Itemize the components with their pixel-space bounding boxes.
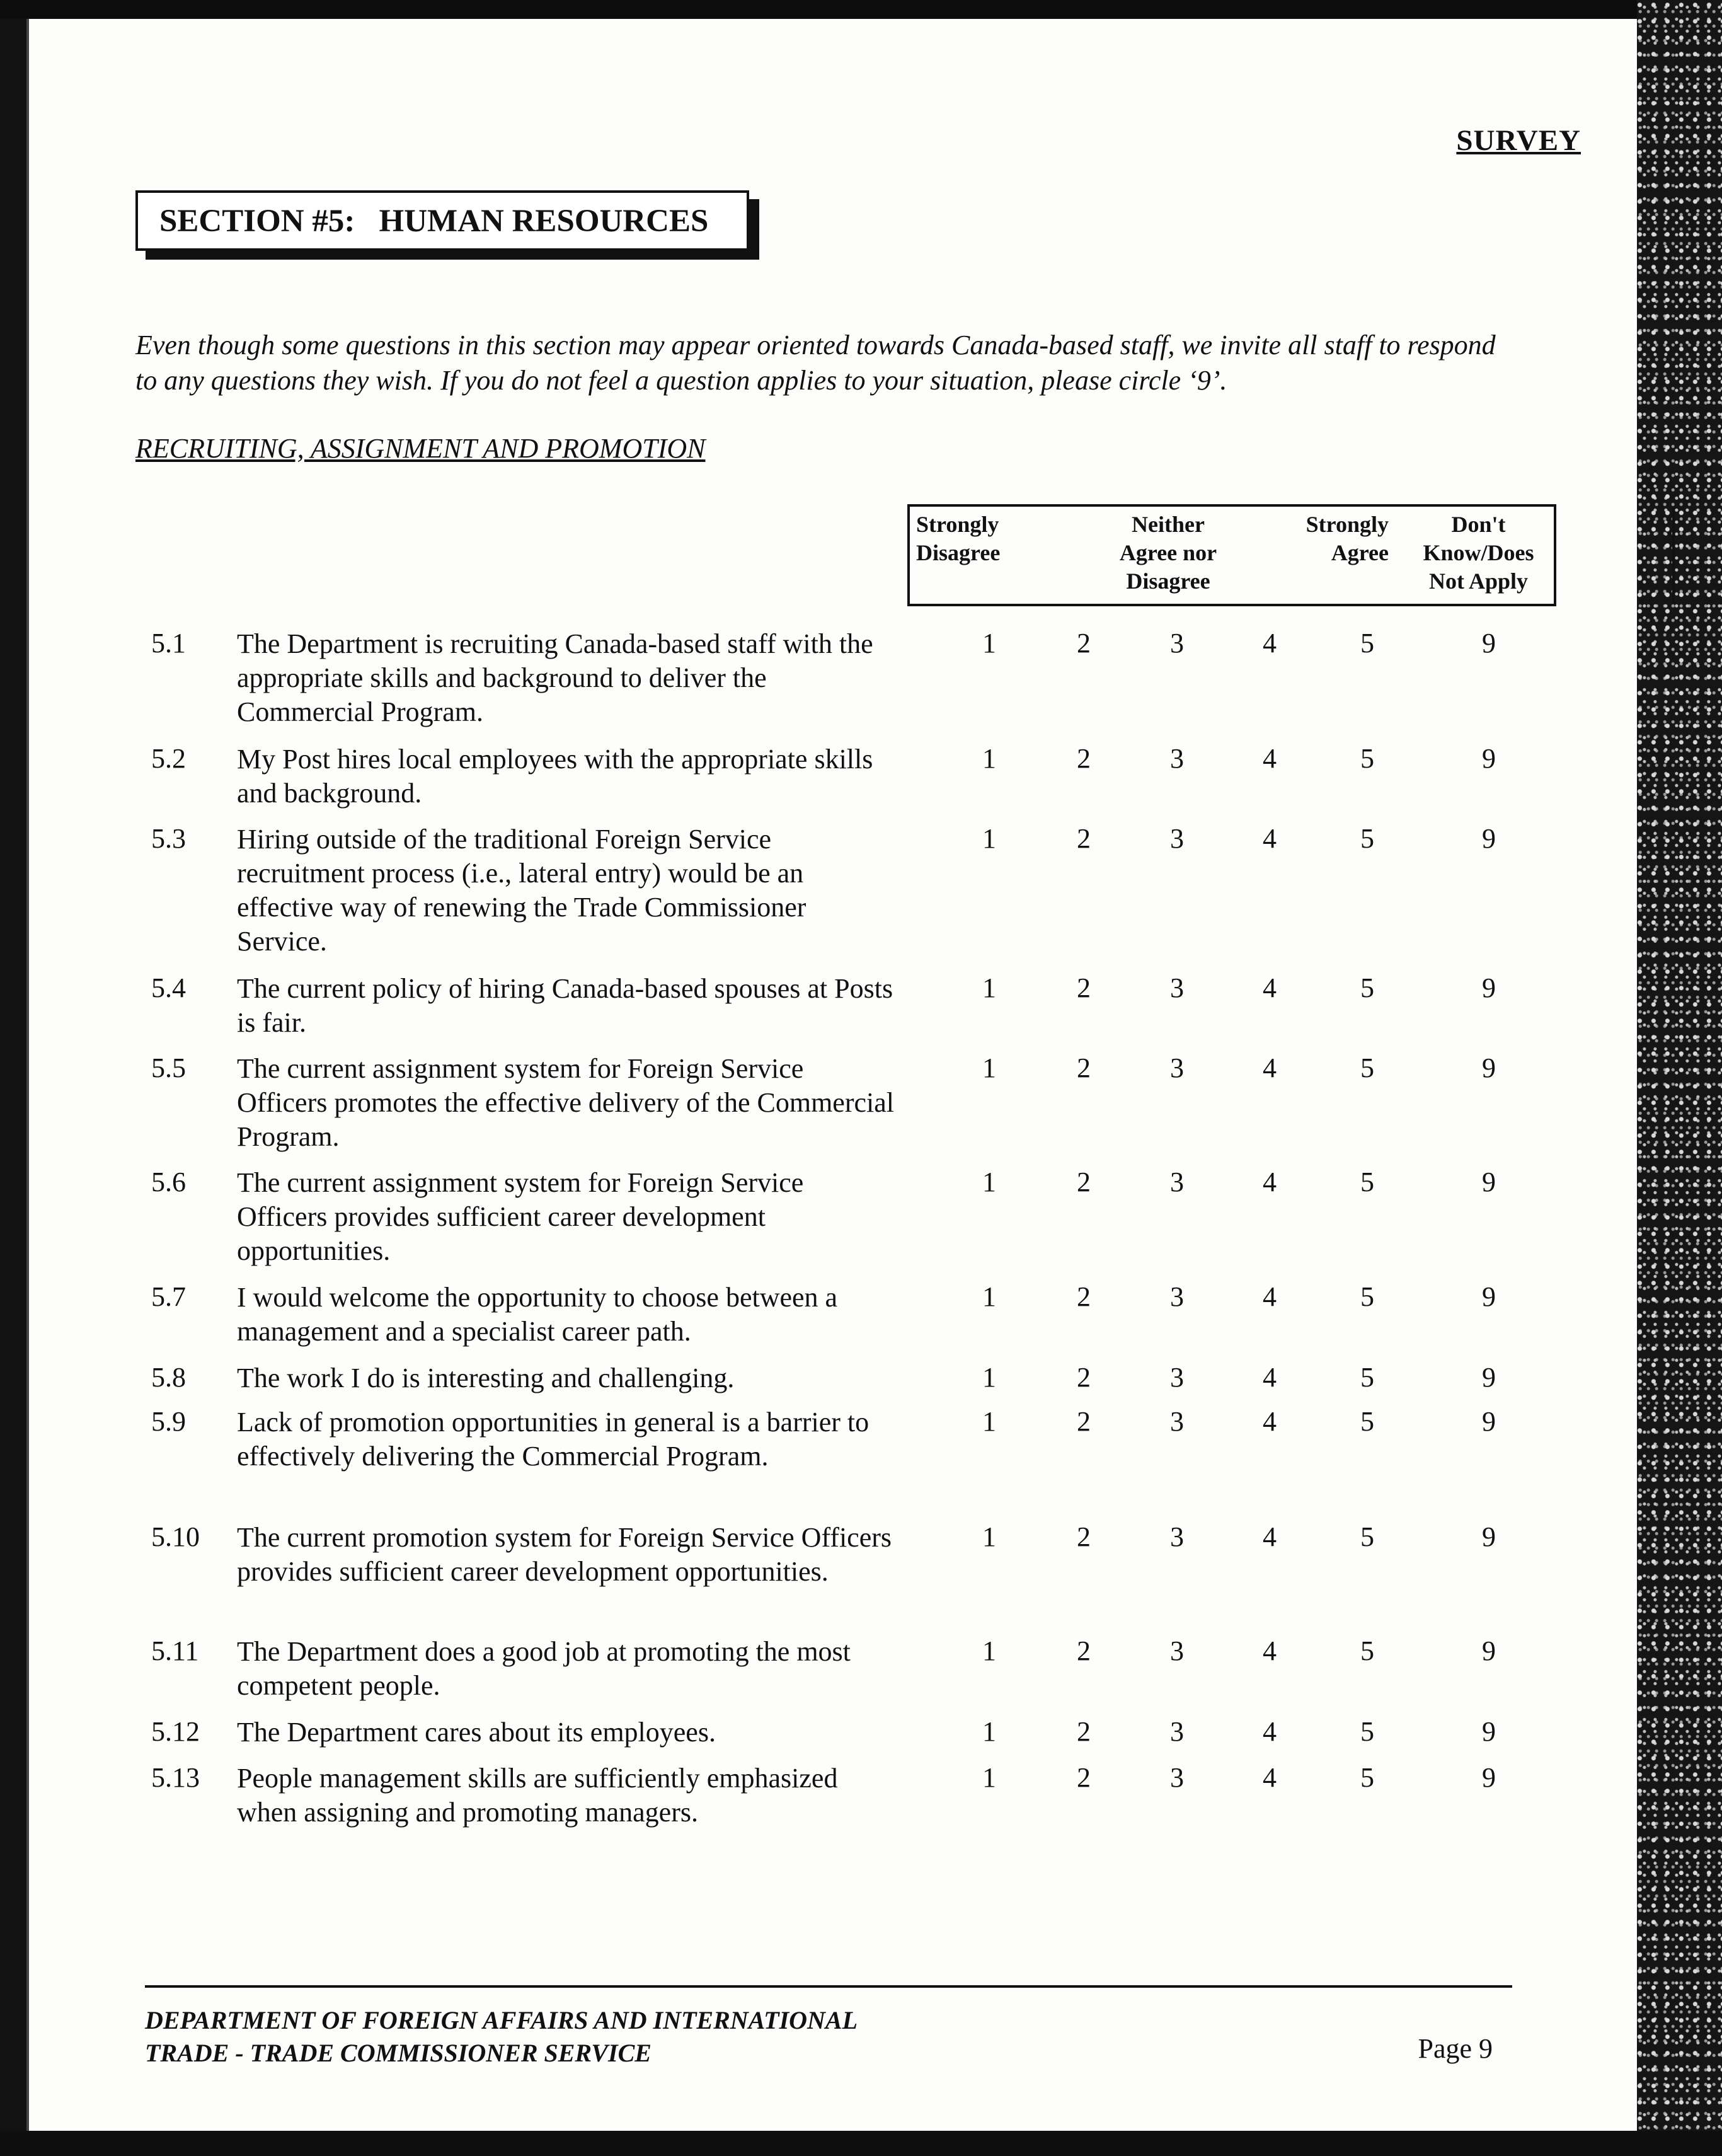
rating-scale-header xyxy=(907,504,1556,606)
rating-option-9[interactable]: 9 xyxy=(1482,1635,1496,1666)
rating-option-1[interactable]: 1 xyxy=(982,1362,996,1393)
scale-divider xyxy=(1672,507,1675,604)
rating-option-5[interactable]: 5 xyxy=(1360,1406,1374,1437)
rating-option-2[interactable]: 2 xyxy=(1077,1167,1091,1197)
rating-option-3[interactable]: 3 xyxy=(1170,823,1184,854)
rating-option-2[interactable]: 2 xyxy=(1077,1521,1091,1552)
rating-option-1[interactable]: 1 xyxy=(982,972,996,1003)
rating-option-9[interactable]: 9 xyxy=(1482,1406,1496,1437)
rating-option-9[interactable]: 9 xyxy=(1482,628,1496,659)
scan-border-top xyxy=(0,0,1722,19)
rating-option-2[interactable]: 2 xyxy=(1077,1635,1091,1666)
scan-border-right xyxy=(1637,0,1722,2156)
rating-option-1[interactable]: 1 xyxy=(982,823,996,854)
rating-option-4[interactable]: 4 xyxy=(1263,1716,1277,1747)
rating-option-9[interactable]: 9 xyxy=(1482,1052,1496,1083)
rating-option-4[interactable]: 4 xyxy=(1263,1406,1277,1437)
rating-option-9[interactable]: 9 xyxy=(1482,743,1496,774)
question-number: 5.10 xyxy=(151,1521,200,1552)
rating-option-9[interactable]: 9 xyxy=(1482,1521,1496,1552)
question-number: 5.13 xyxy=(151,1762,200,1793)
question-text: Hiring outside of the traditional Foreign Service recruitment process (i.e., lateral entry) would be an effective way of renewing the Trade Commissioner Service. xyxy=(237,824,806,957)
rating-option-5[interactable]: 5 xyxy=(1360,1635,1374,1666)
question-number: 5.8 xyxy=(151,1362,186,1393)
rating-option-2[interactable]: 2 xyxy=(1077,1406,1091,1437)
rating-option-5[interactable]: 5 xyxy=(1360,1052,1374,1083)
intro-paragraph: Even though some questions in this section may appear oriented towards Canada-based staff, we invite all staff to respond to any questions they wish. If you do not feel a question applies to your situation, please circle ‘9’. xyxy=(135,330,1496,396)
rating-option-4[interactable]: 4 xyxy=(1263,628,1277,659)
question-number: 5.11 xyxy=(151,1635,199,1666)
rating-option-3[interactable]: 3 xyxy=(1170,1762,1184,1793)
rating-option-3[interactable]: 3 xyxy=(1170,628,1184,659)
rating-option-3[interactable]: 3 xyxy=(1170,1406,1184,1437)
rating-option-5[interactable]: 5 xyxy=(1360,1521,1374,1552)
rating-option-2[interactable]: 2 xyxy=(1077,1281,1091,1312)
rating-option-2[interactable]: 2 xyxy=(1077,972,1091,1003)
rating-option-4[interactable]: 4 xyxy=(1263,1362,1277,1393)
rating-option-3[interactable]: 3 xyxy=(1170,1052,1184,1083)
scale-strongly-agree: Strongly Agree xyxy=(1306,512,1389,565)
question-number: 5.2 xyxy=(151,743,186,774)
rating-option-1[interactable]: 1 xyxy=(982,1635,996,1666)
question-text: The Department is recruiting Canada-based staff with the appropriate skills and background to deliver the Commercial Program. xyxy=(237,628,873,727)
scan-border-bottom xyxy=(0,2131,1722,2156)
footer-department-line-2: TRADE - TRADE COMMISSIONER SERVICE xyxy=(145,2039,651,2067)
rating-option-9[interactable]: 9 xyxy=(1482,823,1496,854)
rating-option-4[interactable]: 4 xyxy=(1263,1762,1277,1793)
scale-strongly-disagree: Strongly Disagree xyxy=(916,512,1001,565)
rating-option-1[interactable]: 1 xyxy=(982,1521,996,1552)
section-title-box xyxy=(135,190,749,251)
rating-option-3[interactable]: 3 xyxy=(1170,972,1184,1003)
rating-option-4[interactable]: 4 xyxy=(1263,1167,1277,1197)
page-number: Page 9 xyxy=(1418,2033,1493,2064)
rating-option-5[interactable]: 5 xyxy=(1360,1167,1374,1197)
rating-option-3[interactable]: 3 xyxy=(1170,1167,1184,1197)
question-text: I would welcome the opportunity to choose between a management and a specialist career path. xyxy=(237,1282,838,1347)
scan-border-left xyxy=(0,0,26,2156)
question-number: 5.12 xyxy=(151,1716,200,1747)
footer-department-line-1: DEPARTMENT OF FOREIGN AFFAIRS AND INTERNATIONAL xyxy=(145,2006,858,2034)
rating-option-2[interactable]: 2 xyxy=(1077,1762,1091,1793)
question-text: The work I do is interesting and challenging. xyxy=(237,1363,735,1393)
question-text: The current assignment system for Foreign Service Officers promotes the effective delivery of the Commercial Program. xyxy=(237,1053,894,1152)
rating-option-2[interactable]: 2 xyxy=(1077,1362,1091,1393)
rating-option-4[interactable]: 4 xyxy=(1263,823,1277,854)
rating-option-5[interactable]: 5 xyxy=(1360,972,1374,1003)
rating-option-3[interactable]: 3 xyxy=(1170,1281,1184,1312)
footer-department xyxy=(145,2004,858,2070)
question-number: 5.7 xyxy=(151,1281,186,1312)
rating-option-5[interactable]: 5 xyxy=(1360,1362,1374,1393)
scale-dont-know: Don't Know/Does Not Apply xyxy=(1423,512,1534,594)
rating-option-2[interactable]: 2 xyxy=(1077,823,1091,854)
question-number: 5.6 xyxy=(151,1167,186,1197)
rating-option-5[interactable]: 5 xyxy=(1360,823,1374,854)
rating-option-1[interactable]: 1 xyxy=(982,1052,996,1083)
rating-option-1[interactable]: 1 xyxy=(982,1281,996,1312)
rating-option-2[interactable]: 2 xyxy=(1077,1052,1091,1083)
rating-option-3[interactable]: 3 xyxy=(1170,743,1184,774)
survey-label: SURVEY xyxy=(1456,124,1581,157)
question-number: 5.9 xyxy=(151,1406,186,1437)
rating-option-4[interactable]: 4 xyxy=(1263,1635,1277,1666)
rating-option-4[interactable]: 4 xyxy=(1263,972,1277,1003)
rating-option-3[interactable]: 3 xyxy=(1170,1362,1184,1393)
rating-option-3[interactable]: 3 xyxy=(1170,1521,1184,1552)
question-text: The Department cares about its employees. xyxy=(237,1717,716,1748)
rating-option-2[interactable]: 2 xyxy=(1077,1716,1091,1747)
rating-option-2[interactable]: 2 xyxy=(1077,628,1091,659)
question-number: 5.5 xyxy=(151,1052,186,1083)
question-number: 5.1 xyxy=(151,628,186,659)
question-text: The current promotion system for Foreign Service Officers provides sufficient career development opportunities. xyxy=(237,1522,892,1587)
question-text: Lack of promotion opportunities in general is a barrier to effectively delivering the Commercial Program. xyxy=(237,1407,870,1472)
rating-option-5[interactable]: 5 xyxy=(1360,743,1374,774)
rating-option-9[interactable]: 9 xyxy=(1482,1762,1496,1793)
rating-option-5[interactable]: 5 xyxy=(1360,1281,1374,1312)
rating-option-5[interactable]: 5 xyxy=(1360,1762,1374,1793)
question-number: 5.4 xyxy=(151,972,186,1003)
question-text: The current assignment system for Foreign Service Officers provides sufficient career development opportunities. xyxy=(237,1167,804,1266)
question-text: The Department does a good job at promoting the most competent people. xyxy=(237,1636,851,1701)
rating-option-4[interactable]: 4 xyxy=(1263,1281,1277,1312)
rating-option-9[interactable]: 9 xyxy=(1482,1716,1496,1747)
rating-option-1[interactable]: 1 xyxy=(982,1406,996,1437)
rating-option-3[interactable]: 3 xyxy=(1170,1716,1184,1747)
rating-option-5[interactable]: 5 xyxy=(1360,1716,1374,1747)
rating-option-9[interactable]: 9 xyxy=(1482,972,1496,1003)
rating-option-4[interactable]: 4 xyxy=(1263,743,1277,774)
rating-option-5[interactable]: 5 xyxy=(1360,628,1374,659)
question-number: 5.3 xyxy=(151,823,186,854)
subheading: RECRUITING, ASSIGNMENT AND PROMOTION xyxy=(135,433,706,464)
rating-option-1[interactable]: 1 xyxy=(982,628,996,659)
rating-option-9[interactable]: 9 xyxy=(1482,1281,1496,1312)
section-title: SECTION #5: HUMAN RESOURCES xyxy=(159,204,709,239)
rating-option-3[interactable]: 3 xyxy=(1170,1635,1184,1666)
rating-option-1[interactable]: 1 xyxy=(982,1716,996,1747)
rating-option-1[interactable]: 1 xyxy=(982,743,996,774)
rating-option-4[interactable]: 4 xyxy=(1263,1521,1277,1552)
rating-option-9[interactable]: 9 xyxy=(1482,1362,1496,1393)
question-text: The current policy of hiring Canada-based spouses at Posts is fair. xyxy=(237,973,893,1038)
rating-option-4[interactable]: 4 xyxy=(1263,1052,1277,1083)
rating-option-9[interactable]: 9 xyxy=(1482,1167,1496,1197)
footer-divider xyxy=(145,1985,1512,1988)
question-text: People management skills are sufficiently emphasized when assigning and promoting managers. xyxy=(237,1763,838,1828)
scale-neither: Neither Agree nor Disagree xyxy=(1119,512,1217,594)
rating-option-1[interactable]: 1 xyxy=(982,1167,996,1197)
rating-option-1[interactable]: 1 xyxy=(982,1762,996,1793)
question-text: My Post hires local employees with the appropriate skills and background. xyxy=(237,744,873,809)
rating-option-2[interactable]: 2 xyxy=(1077,743,1091,774)
